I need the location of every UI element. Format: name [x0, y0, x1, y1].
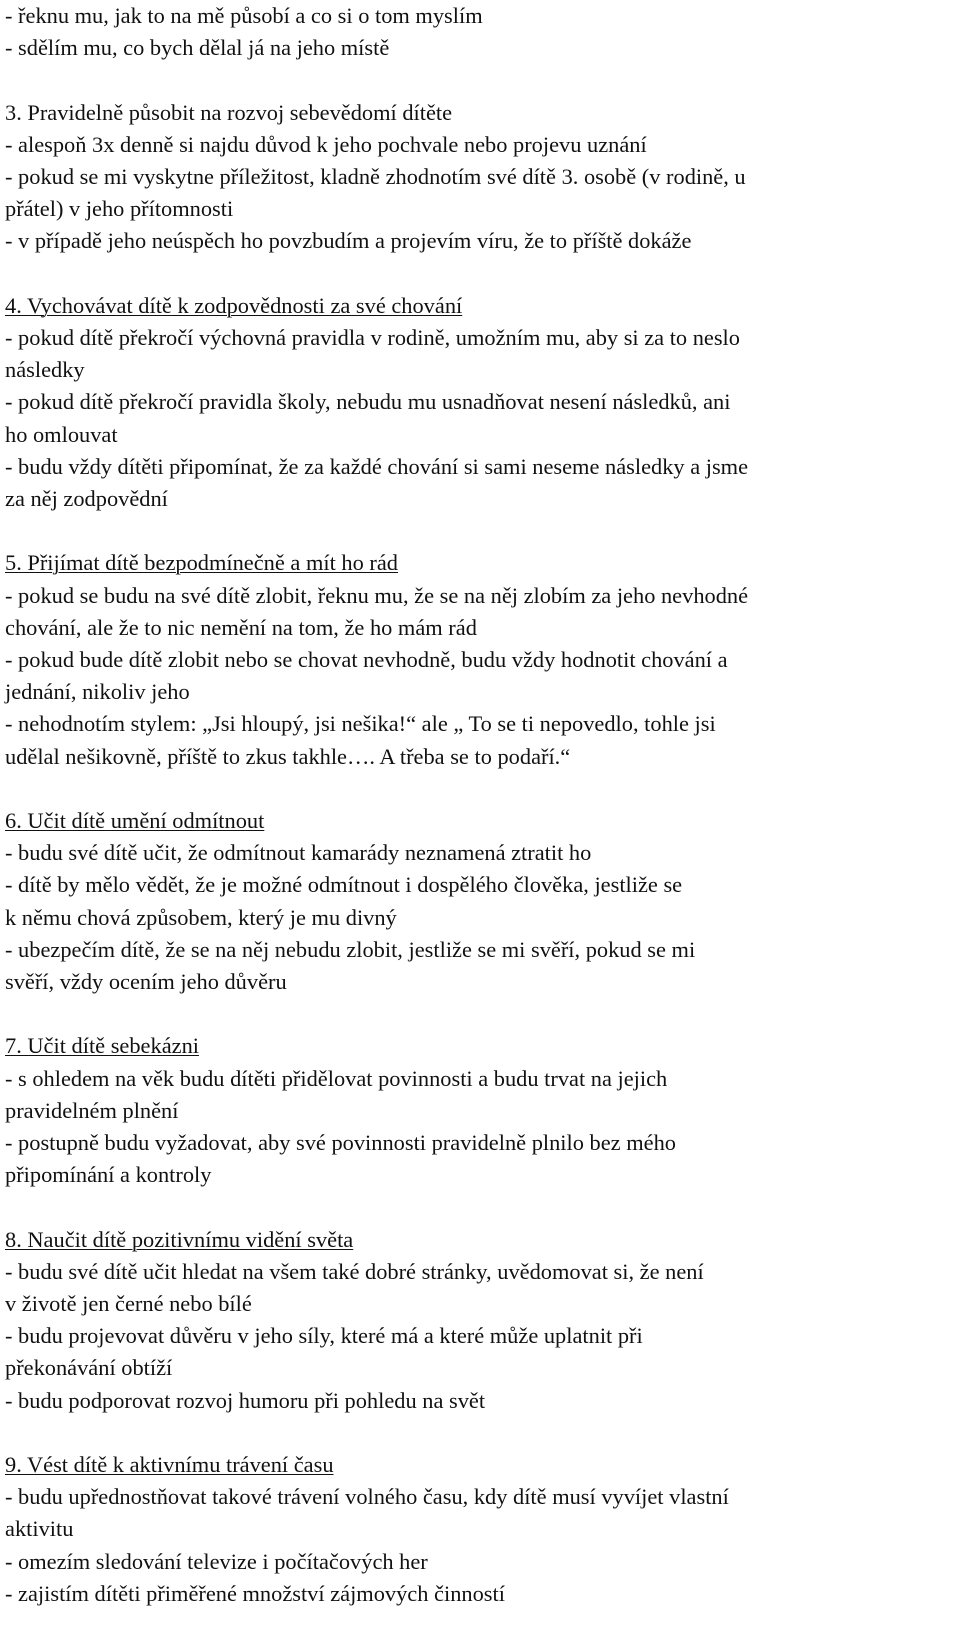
list-item: - v případě jeho neúspěch ho povzbudím a projevím víru, že to příště dokáže — [5, 228, 692, 254]
section-heading: 5. Přijímat dítě bezpodmínečně a mít ho rád — [5, 550, 398, 576]
list-item: - budu projevovat důvěru v jeho síly, které má a které může uplatnit při — [5, 1323, 643, 1349]
list-item: - budu podporovat rozvoj humoru při pohledu na svět — [5, 1387, 486, 1413]
section-heading: 6. Učit dítě umění odmítnout — [5, 808, 265, 834]
list-item: připomínání a kontroly — [5, 1162, 212, 1188]
list-item: jednání, nikoliv jeho — [5, 679, 190, 705]
document-page — [5, 0, 957, 1642]
list-item: - dítě by mělo vědět, že je možné odmítnout i dospělého člověka, jestliže se — [5, 872, 683, 898]
list-item: - pokud se budu na své dítě zlobit, řeknu mu, že se na něj zlobím za jeho nevhodné — [5, 582, 749, 608]
list-item: pravidelném plnění — [5, 1097, 179, 1123]
list-item: - nehodnotím stylem: „Jsi hloupý, jsi nešika!“ ale „ To se ti nepovedlo, tohle jsi — [5, 711, 716, 737]
list-item: svěří, vždy ocením jeho důvěru — [5, 969, 287, 995]
section-heading: 9. Vést dítě k aktivnímu trávení času — [5, 1452, 334, 1478]
section-5 — [5, 547, 957, 772]
section-7 — [5, 1030, 957, 1191]
list-item: - ubezpečím dítě, že se na něj nebudu zlobit, jestliže se mi svěří, pokud se mi — [5, 936, 696, 962]
section-heading: 7. Učit dítě sebekázni — [5, 1033, 199, 1059]
section-4 — [5, 290, 957, 515]
list-item: přátel) v jeho přítomnosti — [5, 196, 234, 222]
list-item: - řeknu mu, jak to na mě působí a co si o tom myslím — [5, 3, 483, 28]
list-item: - budu vždy dítěti připomínat, že za každé chování si sami neseme následky a jsme — [5, 453, 749, 479]
section-heading: 8. Naučit dítě pozitivnímu vidění světa — [5, 1226, 354, 1252]
section-heading: 4. Vychovávat dítě k zodpovědnosti za své chování — [5, 292, 463, 318]
list-item: aktivitu — [5, 1516, 74, 1542]
list-item: - budu upřednostňovat takové trávení volného času, kdy dítě musí vyvíjet vlastní — [5, 1484, 729, 1510]
section-6 — [5, 805, 957, 998]
section-intro — [5, 0, 957, 64]
list-item: - budu své dítě učit, že odmítnout kamarády neznamená ztratit ho — [5, 840, 592, 866]
list-item: překonávání obtíží — [5, 1355, 173, 1381]
list-item: udělal nešikovně, příště to zkus takhle…. A třeba se to podaří.“ — [5, 743, 571, 769]
list-item: - pokud se mi vyskytne příležitost, kladně zhodnotím své dítě 3. osobě (v rodině, u — [5, 164, 746, 189]
list-item: následky — [5, 357, 85, 383]
list-item: v životě jen černé nebo bílé — [5, 1291, 252, 1317]
list-item: - budu své dítě učit hledat na všem také dobré stránky, uvědomovat si, že není — [5, 1258, 704, 1284]
list-item: chování, ale že to nic nemění na tom, že ho mám rád — [5, 614, 477, 640]
section-3 — [5, 97, 957, 258]
list-item: - pokud dítě překročí pravidla školy, nebudu mu usnadňovat nesení následků, ani — [5, 389, 731, 415]
list-item: - pokud bude dítě zlobit nebo se chovat nevhodně, budu vždy hodnotit chování a — [5, 647, 728, 673]
list-item: - sdělím mu, co bych dělal já na jeho místě — [5, 35, 390, 61]
section-heading: 3. Pravidelně působit na rozvoj sebevědomí dítěte — [5, 99, 453, 125]
list-item: ho omlouvat — [5, 421, 118, 447]
list-item: - pokud dítě překročí výchovná pravidla v rodině, umožním mu, aby si za to neslo — [5, 325, 740, 350]
list-item: k němu chová způsobem, který je mu divný — [5, 904, 397, 930]
list-item: - postupně budu vyžadovat, aby své povinnosti pravidelně plnilo bez mého — [5, 1130, 676, 1156]
list-item: - zajistím dítěti přiměřené množství zájmových činností — [5, 1580, 505, 1606]
list-item: - alespoň 3x denně si najdu důvod k jeho pochvale nebo projevu uznání — [5, 131, 647, 157]
section-8 — [5, 1224, 957, 1417]
section-9 — [5, 1449, 957, 1610]
list-item: - s ohledem na věk budu dítěti přidělovat povinnosti a budu trvat na jejich — [5, 1065, 668, 1091]
list-item: za něj zodpovědní — [5, 486, 168, 512]
list-item: - omezím sledování televize i počítačových her — [5, 1548, 428, 1574]
